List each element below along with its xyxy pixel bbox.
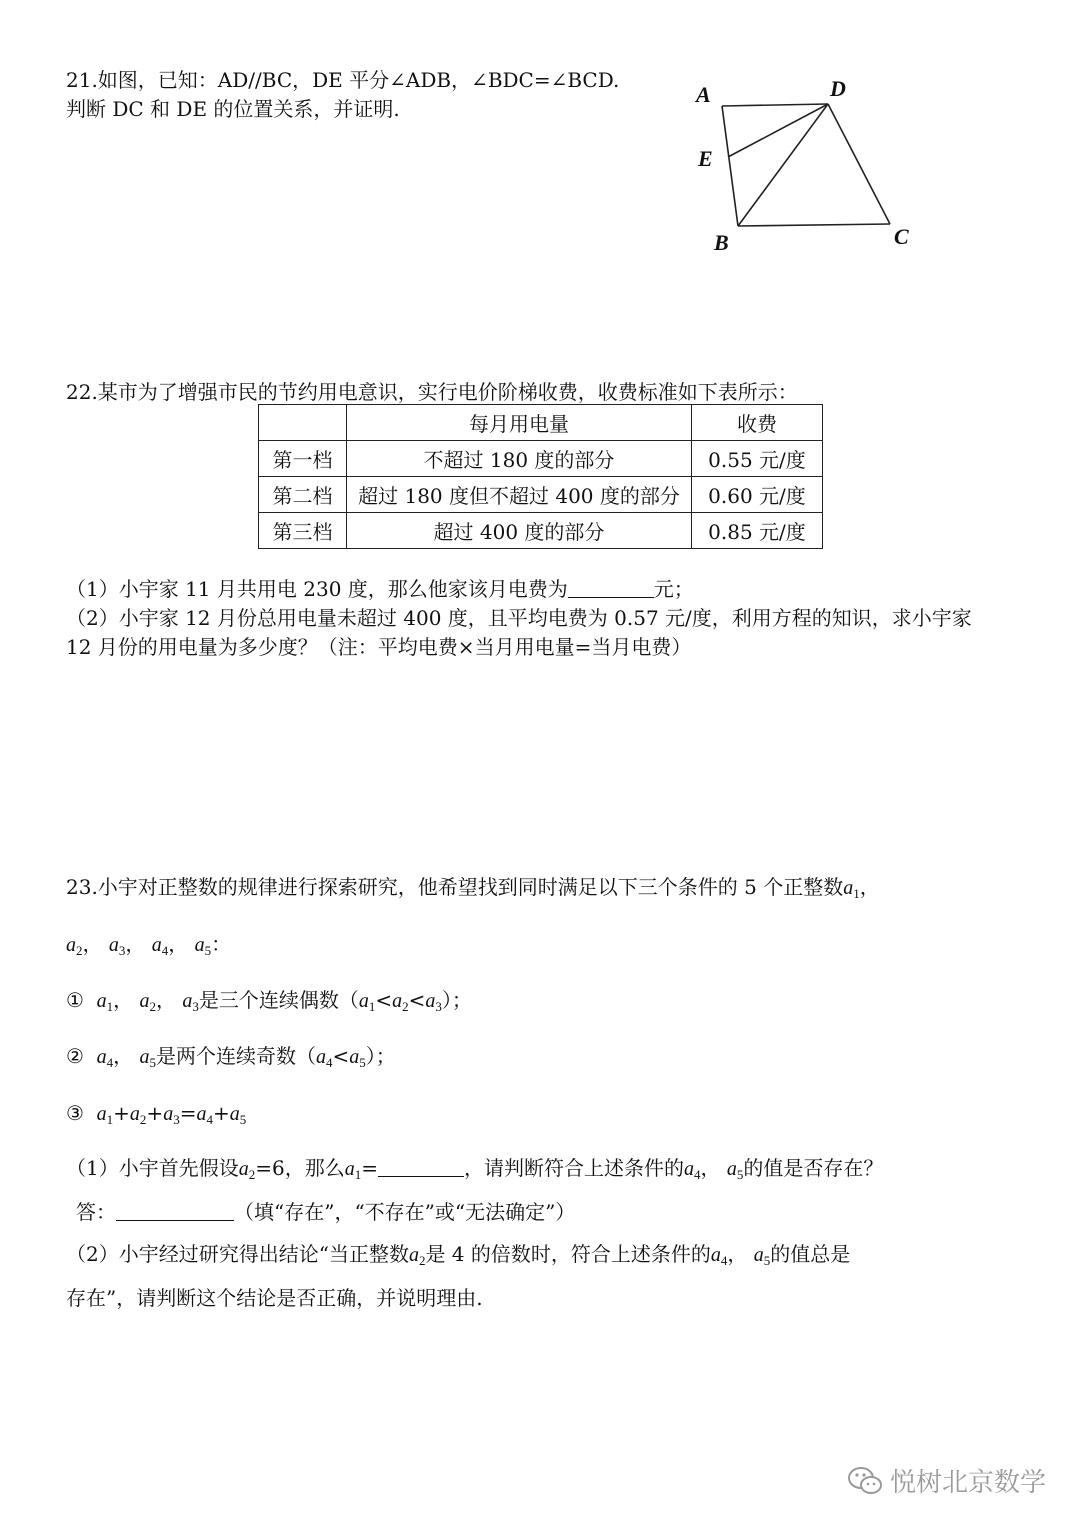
q22-part1 bbox=[66, 575, 694, 603]
q23-part1-end: 的值是否存在？ bbox=[743, 1156, 884, 1180]
q23-condition-2: ② $a_4$， $a_5$是两个连续奇数$(a_4<a_5)$； bbox=[66, 1044, 396, 1070]
label-e: E bbox=[698, 146, 713, 171]
table-cell: 第一档 bbox=[259, 441, 347, 477]
table-row bbox=[259, 477, 823, 513]
table-cell: 0.85 元/度 bbox=[692, 513, 823, 549]
q21-line2: 判断 DC 和 DE 的位置关系，并证明. bbox=[66, 97, 400, 121]
geometry-figure bbox=[680, 70, 920, 260]
condition-end: ）； bbox=[365, 1044, 396, 1068]
answer-blank[interactable] bbox=[568, 577, 654, 598]
q23-part1-text: （1）小宇首先假设 bbox=[66, 1156, 239, 1180]
table-cell: 0.55 元/度 bbox=[692, 441, 823, 477]
q23-part2-line1: （2）小宇经过研究得出结论“当正整数$a_2$是 4 的倍数时，符合上述条件的$a_4$， $a_5$的值总是 bbox=[66, 1242, 851, 1268]
table-cell: 第二档 bbox=[259, 477, 347, 513]
q22-part2-line1: （2）小宇家 12 月份总用电量未超过 400 度，且平均电费为 0.57 元/度，利用方程的知识，求小宇家 bbox=[66, 606, 972, 630]
answer-blank[interactable] bbox=[116, 1200, 234, 1221]
q23-part1-mid: ，请判断符合上述条件的 bbox=[463, 1156, 684, 1180]
label-c: C bbox=[894, 224, 909, 249]
segment-ab bbox=[722, 106, 738, 226]
condition-text: 是三个连续偶数（ bbox=[198, 988, 359, 1012]
segment-db bbox=[738, 104, 828, 226]
table-cell: 超过 180 度但不超过 400 度的部分 bbox=[347, 477, 692, 513]
q23-intro-text: 23.小宇对正整数的规律进行探索研究，他希望找到同时满足以下三个条件的 5 个正整数 bbox=[66, 875, 844, 899]
table-row bbox=[259, 513, 823, 549]
q21-line1: 21.如图，已知：AD//BC，DE 平分∠ADB，∠BDC=∠BCD. bbox=[66, 68, 620, 92]
q22-intro: 22.某市为了增强市民的节约用电意识，实行电价阶梯收费，收费标准如下表所示： bbox=[66, 380, 798, 404]
condition-end: ）； bbox=[441, 988, 472, 1012]
segment-bc bbox=[738, 224, 890, 226]
q22-part1-unit: 元； bbox=[653, 577, 694, 601]
table-cell: 第三档 bbox=[259, 513, 347, 549]
q23-intro: 23.小宇对正整数的规律进行探索研究，他希望找到同时满足以下三个条件的 5 个正整数$a_1$， bbox=[66, 875, 880, 901]
circled-number: ① bbox=[66, 988, 84, 1012]
watermark-text: 悦树北京数学 bbox=[889, 1468, 1046, 1498]
answer-label: 答： bbox=[76, 1200, 116, 1224]
fee-table bbox=[258, 404, 823, 549]
table-header-cell: 收费 bbox=[692, 405, 823, 441]
label-d: D bbox=[830, 76, 846, 101]
segment-ad bbox=[722, 104, 828, 106]
label-a: A bbox=[696, 82, 711, 107]
q23-part2-line2: 存在”，请判断这个结论是否正确，并说明理由. bbox=[66, 1286, 483, 1310]
q23-part2-text: （2）小宇经过研究得出结论“当正整数 bbox=[66, 1242, 409, 1266]
q23-condition-3: ③ $a_1+a_2+a_3=a_4+a_5$ bbox=[66, 1101, 247, 1127]
condition-text: 是两个连续奇数（ bbox=[156, 1044, 317, 1068]
answer-blank[interactable] bbox=[378, 1156, 464, 1177]
q23-part1-eq: =6，那么 bbox=[255, 1156, 345, 1180]
table-cell: 0.60 元/度 bbox=[692, 477, 823, 513]
q22-part2-line2: 12 月份的用电量为多少度？（注：平均电费×当月用电量=当月电费） bbox=[66, 635, 692, 659]
q23-part1: （1）小宇首先假设$a_2=6$，那么$a_1=$ ，请判断符合上述条件的$a_4$， $a_5$的值是否存在？ bbox=[66, 1156, 884, 1182]
table-row bbox=[259, 441, 823, 477]
q23-variables: $a_2$， $a_3$， $a_4$， $a_5$： bbox=[66, 932, 232, 958]
watermark bbox=[846, 1462, 1046, 1499]
label-b: B bbox=[714, 230, 729, 255]
answer-hint: （填“存在”，“不存在”或“无法确定”） bbox=[234, 1200, 576, 1224]
table-cell: 不超过 180 度的部分 bbox=[347, 441, 692, 477]
wechat-icon bbox=[846, 1464, 884, 1498]
q23-part1-eq2: = bbox=[361, 1156, 378, 1180]
q23-answer-line bbox=[76, 1198, 575, 1226]
circled-number: ③ bbox=[66, 1101, 84, 1125]
table-cell: 超过 400 度的部分 bbox=[347, 513, 692, 549]
table-row bbox=[259, 405, 823, 441]
q23-condition-1: ① $a_1$， $a_2$， $a_3$是三个连续偶数$(a_1<a_2<a_3)$； bbox=[66, 988, 472, 1014]
q23-part2-end: 的值总是 bbox=[770, 1242, 851, 1266]
q23-part2-mid: 是 4 的倍数时，符合上述条件的 bbox=[425, 1242, 711, 1266]
circled-number: ② bbox=[66, 1044, 84, 1068]
q22-part1-text: （1）小宇家 11 月共用电 230 度，那么他家该月电费为 bbox=[66, 577, 568, 601]
table-header-cell: 每月用电量 bbox=[347, 405, 692, 441]
segment-dc bbox=[828, 104, 890, 224]
table-header-cell bbox=[259, 405, 347, 441]
segment-de bbox=[728, 104, 828, 157]
